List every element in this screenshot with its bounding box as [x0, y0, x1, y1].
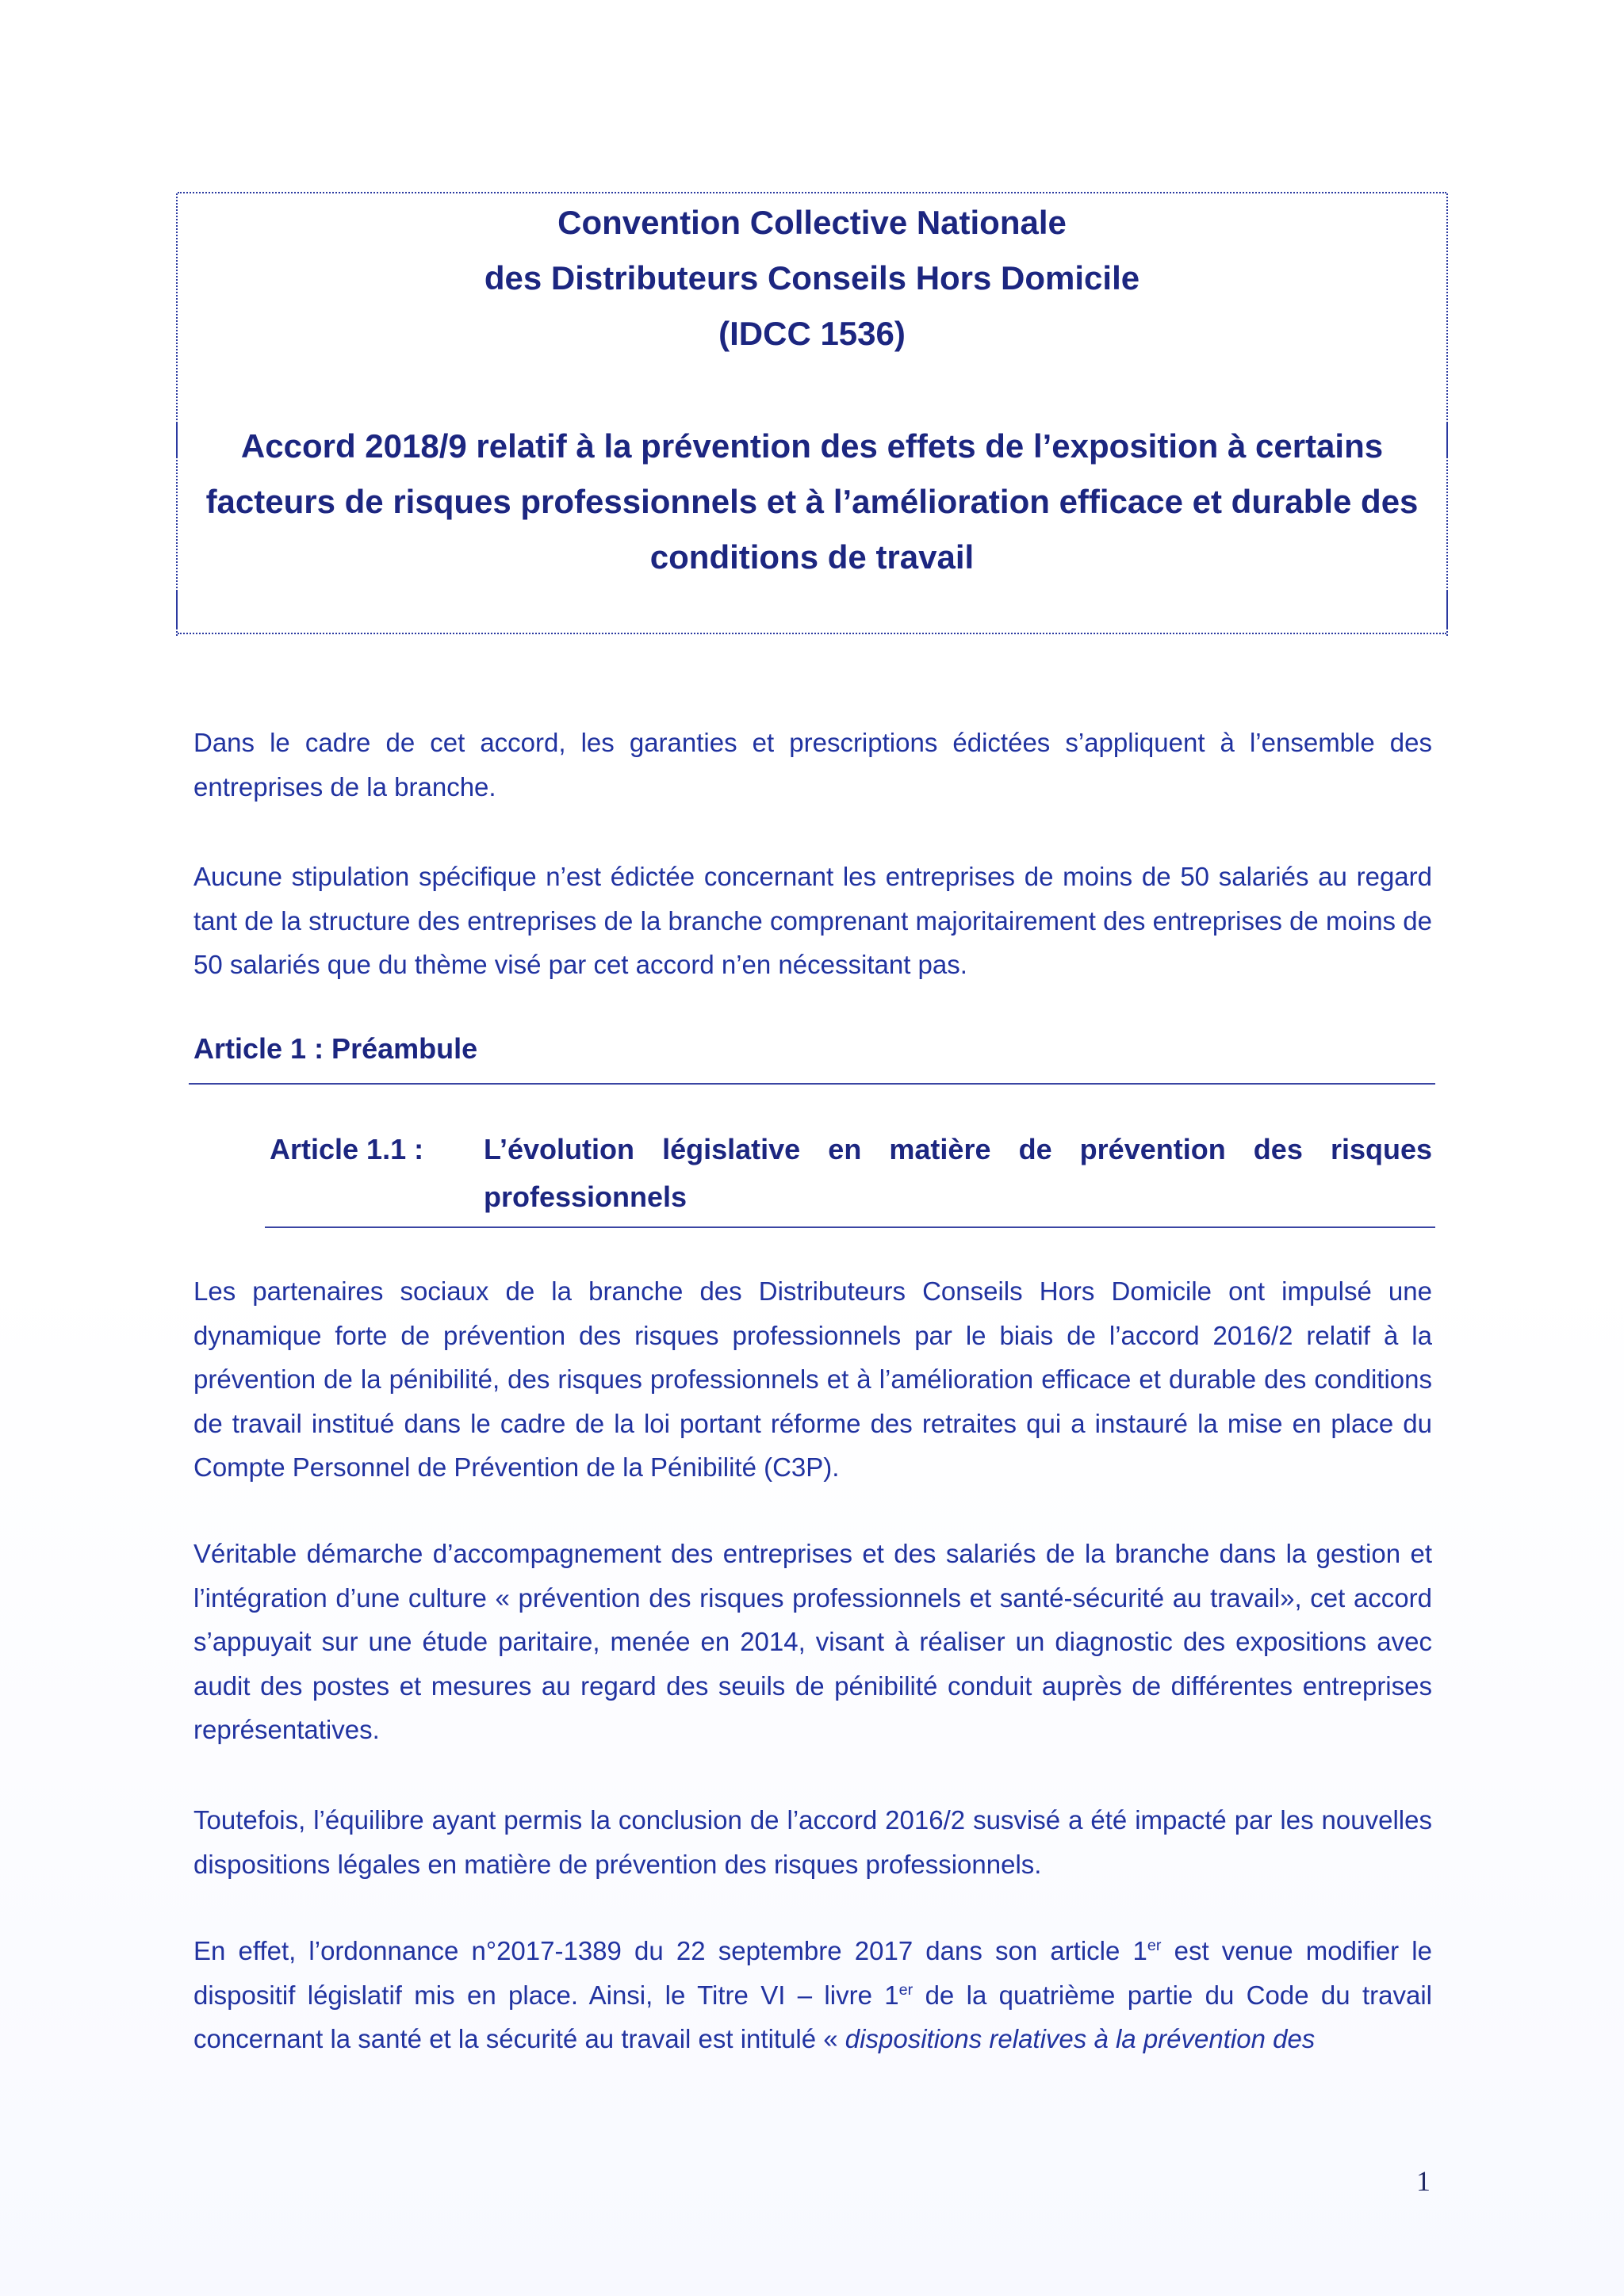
article-1-underline: [189, 1083, 1435, 1085]
superscript-er-1: er: [1147, 1937, 1162, 1954]
paragraph-veritable-demarche: Véritable démarche d’accompagnement des entreprises et des salariés de la branche dans la gestion et l’intégration d’une culture « prévention des risques professionnels et santé-sécurité au travail», cet accord s’appuyait sur une étude paritaire, menée en 2014, visant à réaliser un diagnostic des expositions avec audit des postes et mesures au regard des seuils de pénibilité conduit auprès de différentes entreprises représentatives.: [193, 1539, 1432, 1744]
page-number: 1: [1416, 2165, 1431, 2197]
article-1-1-title: [484, 1126, 1432, 1221]
accord-title-line-2: facteurs de risques professionnels et à l’amélioration efficace et durable des: [205, 483, 1419, 520]
accord-title-line-1: Accord 2018/9 relatif à la prévention des effets de l’exposition à certains: [240, 427, 1384, 465]
convention-idcc: (IDCC 1536): [718, 315, 906, 352]
title-box-right-tick-bottom: [1446, 590, 1448, 629]
accord-title-line-3: conditions de travail: [649, 538, 975, 576]
superscript-er-2: er: [898, 1980, 914, 1999]
paragraph-partenaires: Les partenaires sociaux de la branche des Distributeurs Conseils Hors Domicile ont impulsé une dynamique forte de prévention des risques professionnels par le biais de l’accord 2016/2 relatif à la prévention de la pénibilité, des risques professionnels et à l’amélioration efficace et durable des conditions de travail institué dans le cadre de la loi portant réforme des retraites qui a instauré la mise en place du Compte Personnel de Prévention de la Pénibilité (C3P).: [193, 1276, 1432, 1482]
paragraph-en-effet-part-2: est venue modifier le dispositif législatif mis en place. Ainsi, le Titre VI – livre 1: [193, 1936, 1432, 2010]
convention-title-line-1: Convention Collective Nationale: [557, 204, 1067, 241]
article-1-1-title-line-2: professionnels: [484, 1181, 688, 1213]
paragraph-en-effet-part-1: En effet, l’ordonnance n°2017-1389 du 22 septembre 2017 dans son article 1: [193, 1936, 1147, 1965]
convention-title-line-2: des Distributeurs Conseils Hors Domicile: [484, 259, 1140, 297]
title-box-right-border: [1446, 193, 1448, 636]
article-1-1-underline: [265, 1226, 1435, 1228]
intro-paragraph-2: Aucune stipulation spécifique n’est édictée concernant les entreprises de moins de 50 salariés au regard tant de la structure des entreprises de la branche comprenant majoritairement des entreprises de moins de 50 salariés que du thème visé par cet accord n’en nécessitant pas.: [193, 862, 1432, 979]
title-box: [178, 192, 1446, 634]
title-box-left-tick-bottom: [176, 590, 178, 629]
paragraph-en-effet-italic: dispositions relatives à la prévention des: [845, 2024, 1316, 2053]
paragraph-en-effet-part-3: de la quatrième partie du Code du travail concernant la santé et la sécurité au travail est intitulé «: [193, 1980, 1432, 2053]
title-box-right-tick: [1446, 422, 1448, 457]
paragraph-toutefois: Toutefois, l’équilibre ayant permis la conclusion de l’accord 2016/2 susvisé a été impacté par les nouvelles dispositions légales en matière de prévention des risques professionnels.: [193, 1805, 1432, 1879]
article-1-heading: Article 1 : Préambule: [193, 1032, 478, 1065]
article-1-1-title-line-1: L’évolution législative en matière de prévention des risques: [484, 1133, 1432, 1165]
paragraph-en-effet: [193, 1929, 1432, 2061]
intro-paragraph-1: Dans le cadre de cet accord, les garanties et prescriptions édictées s’appliquent à l’ensemble des entreprises de la branche.: [193, 728, 1432, 802]
article-1-1-label: Article 1.1 :: [270, 1133, 424, 1165]
